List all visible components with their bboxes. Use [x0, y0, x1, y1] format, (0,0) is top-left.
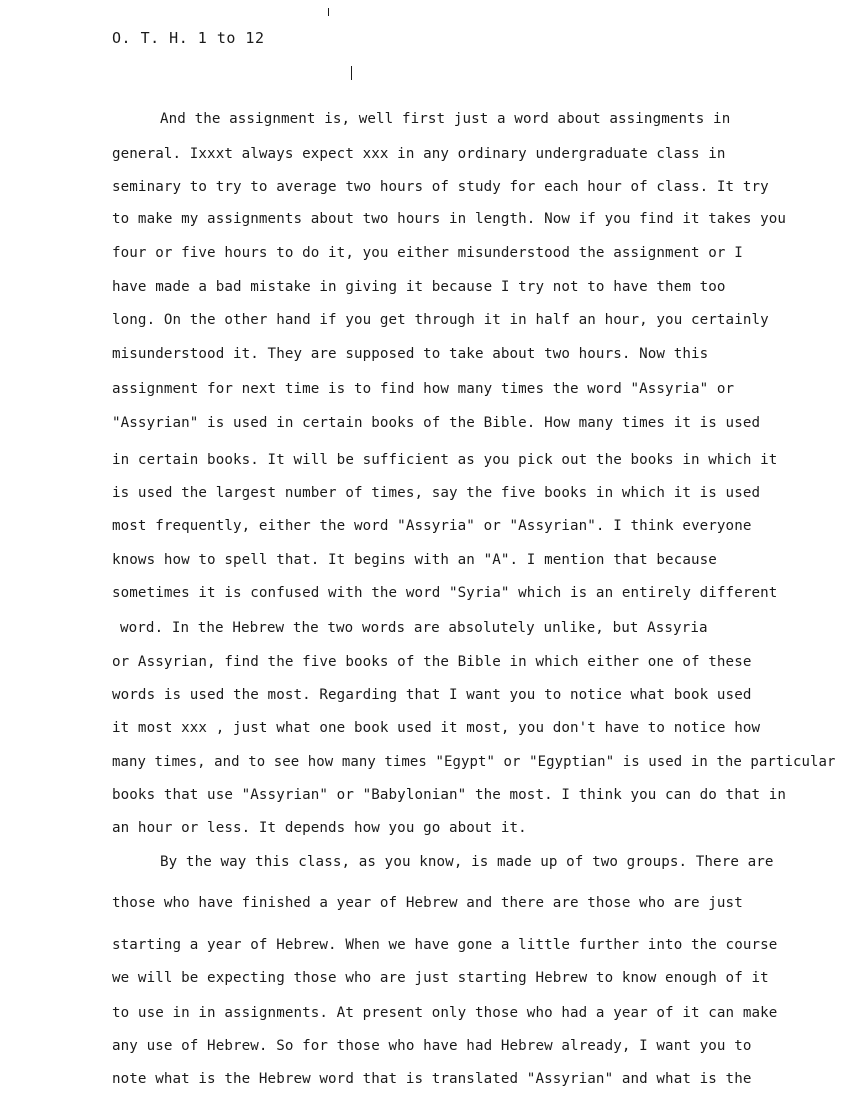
stray-mark [351, 66, 352, 80]
stray-mark [328, 8, 329, 16]
text-line: to use in in assignments. At present only those who had a year of it can make [112, 1005, 778, 1021]
text-line: sometimes it is confused with the word "Syria" which is an entirely different [112, 585, 778, 601]
text-line: And the assignment is, well first just a word about assingments in [160, 111, 731, 127]
text-line: any use of Hebrew. So for those who have had Hebrew already, I want you to [112, 1038, 752, 1054]
text-line: those who have finished a year of Hebrew and there are those who are just [112, 895, 743, 911]
text-line: most frequently, either the word "Assyria" or "Assyrian". I think everyone [112, 518, 752, 534]
text-line: it most xxx , just what one book used it most, you don't have to notice how [112, 720, 761, 736]
text-line: is used the largest number of times, say the five books in which it is used [112, 485, 761, 501]
text-line: misunderstood it. They are supposed to take about two hours. Now this [112, 346, 709, 362]
text-line: or Assyrian, find the five books of the Bible in which either one of these [112, 654, 752, 670]
text-line: to make my assignments about two hours in length. Now if you find it takes you [112, 211, 787, 227]
text-line: have made a bad mistake in giving it because I try not to have them too [112, 279, 726, 295]
text-line: By the way this class, as you know, is made up of two groups. There are [160, 854, 774, 870]
text-line: assignment for next time is to find how many times the word "Assyria" or [112, 381, 735, 397]
text-line: knows how to spell that. It begins with an "A". I mention that because [112, 552, 717, 568]
text-line: an hour or less. It depends how you go about it. [112, 820, 527, 836]
text-line: in certain books. It will be sufficient as you pick out the books in which it [112, 452, 778, 468]
text-line: many times, and to see how many times "Egypt" or "Egyptian" is used in the particular [112, 754, 836, 770]
text-line: word. In the Hebrew the two words are absolutely unlike, but Assyria [120, 620, 708, 636]
text-line: words is used the most. Regarding that I want you to notice what book used [112, 687, 752, 703]
text-line: we will be expecting those who are just starting Hebrew to know enough of it [112, 970, 769, 986]
text-line: "Assyrian" is used in certain books of the Bible. How many times it is used [112, 415, 761, 431]
text-line: long. On the other hand if you get through it in half an hour, you certainly [112, 312, 769, 328]
text-line: starting a year of Hebrew. When we have gone a little further into the course [112, 937, 778, 953]
text-line: books that use "Assyrian" or "Babylonian" the most. I think you can do that in [112, 787, 787, 803]
text-line: seminary to try to average two hours of study for each hour of class. It try [112, 179, 769, 195]
text-line: note what is the Hebrew word that is translated "Assyrian" and what is the [112, 1071, 752, 1087]
page-header: O. T. H. 1 to 12 [112, 29, 265, 47]
text-line: general. Ixxxt always expect xxx in any ordinary undergraduate class in [112, 146, 726, 162]
text-line: four or five hours to do it, you either misunderstood the assignment or I [112, 245, 743, 261]
